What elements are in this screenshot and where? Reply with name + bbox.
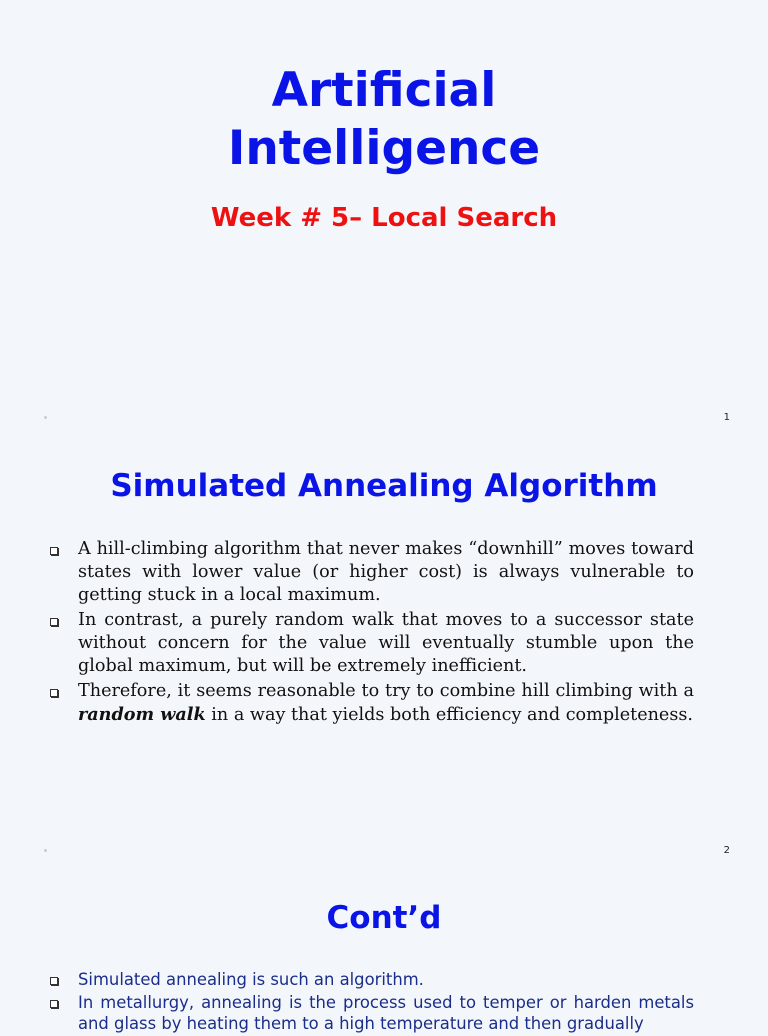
list-item xyxy=(46,992,694,1034)
list-item xyxy=(46,609,694,678)
page-number: 1 xyxy=(723,412,730,423)
bullet-text: In metallurgy, annealing is the process used to temper or harden metals and glass by heating them to a high temperature and then gradually xyxy=(78,993,694,1033)
bullet-text: In contrast, a purely random walk that moves to a successor state without concern for the value will eventually stumble upon the global maximum, but will be extremely inefficient. xyxy=(78,610,694,676)
bullet-text: Simulated annealing is such an algorithm. xyxy=(78,970,424,989)
slide-footer-dot xyxy=(44,849,47,852)
main-title-line-1: Artificial xyxy=(271,63,497,118)
slide-2 xyxy=(0,432,768,864)
slide-footer-dot xyxy=(44,416,47,419)
list-item xyxy=(46,680,694,727)
list-item xyxy=(46,538,694,607)
bullet-list xyxy=(46,538,694,729)
square-bullet-icon xyxy=(50,977,58,985)
subtitle: Week # 5– Local Search xyxy=(210,203,558,233)
main-title-line-2: Intelligence xyxy=(227,121,541,176)
slide-3 xyxy=(0,864,768,1033)
bullet-text-start: Therefore, it seems reasonable to try to combine hill climbing with a xyxy=(78,681,694,701)
bullet-text: A hill-climbing algorithm that never makes “downhill” moves toward states with lower value (or higher cost) is always vulnerable to getting stuck in a local maximum. xyxy=(78,539,694,605)
slide-title: Simulated Annealing Algorithm xyxy=(110,468,658,504)
slide-title: Cont’d xyxy=(326,900,442,936)
bullet-emphasis: random walk xyxy=(78,704,206,725)
square-bullet-icon xyxy=(50,1000,58,1008)
square-bullet-icon xyxy=(50,689,58,697)
square-bullet-icon xyxy=(50,547,58,555)
slide-1 xyxy=(0,0,768,432)
square-bullet-icon xyxy=(50,618,58,626)
list-item xyxy=(46,969,694,990)
main-title xyxy=(0,62,768,178)
page-number: 2 xyxy=(723,845,730,856)
bullet-text-end: in a way that yields both efficiency and completeness. xyxy=(205,705,693,725)
bullet-list xyxy=(46,969,694,1036)
